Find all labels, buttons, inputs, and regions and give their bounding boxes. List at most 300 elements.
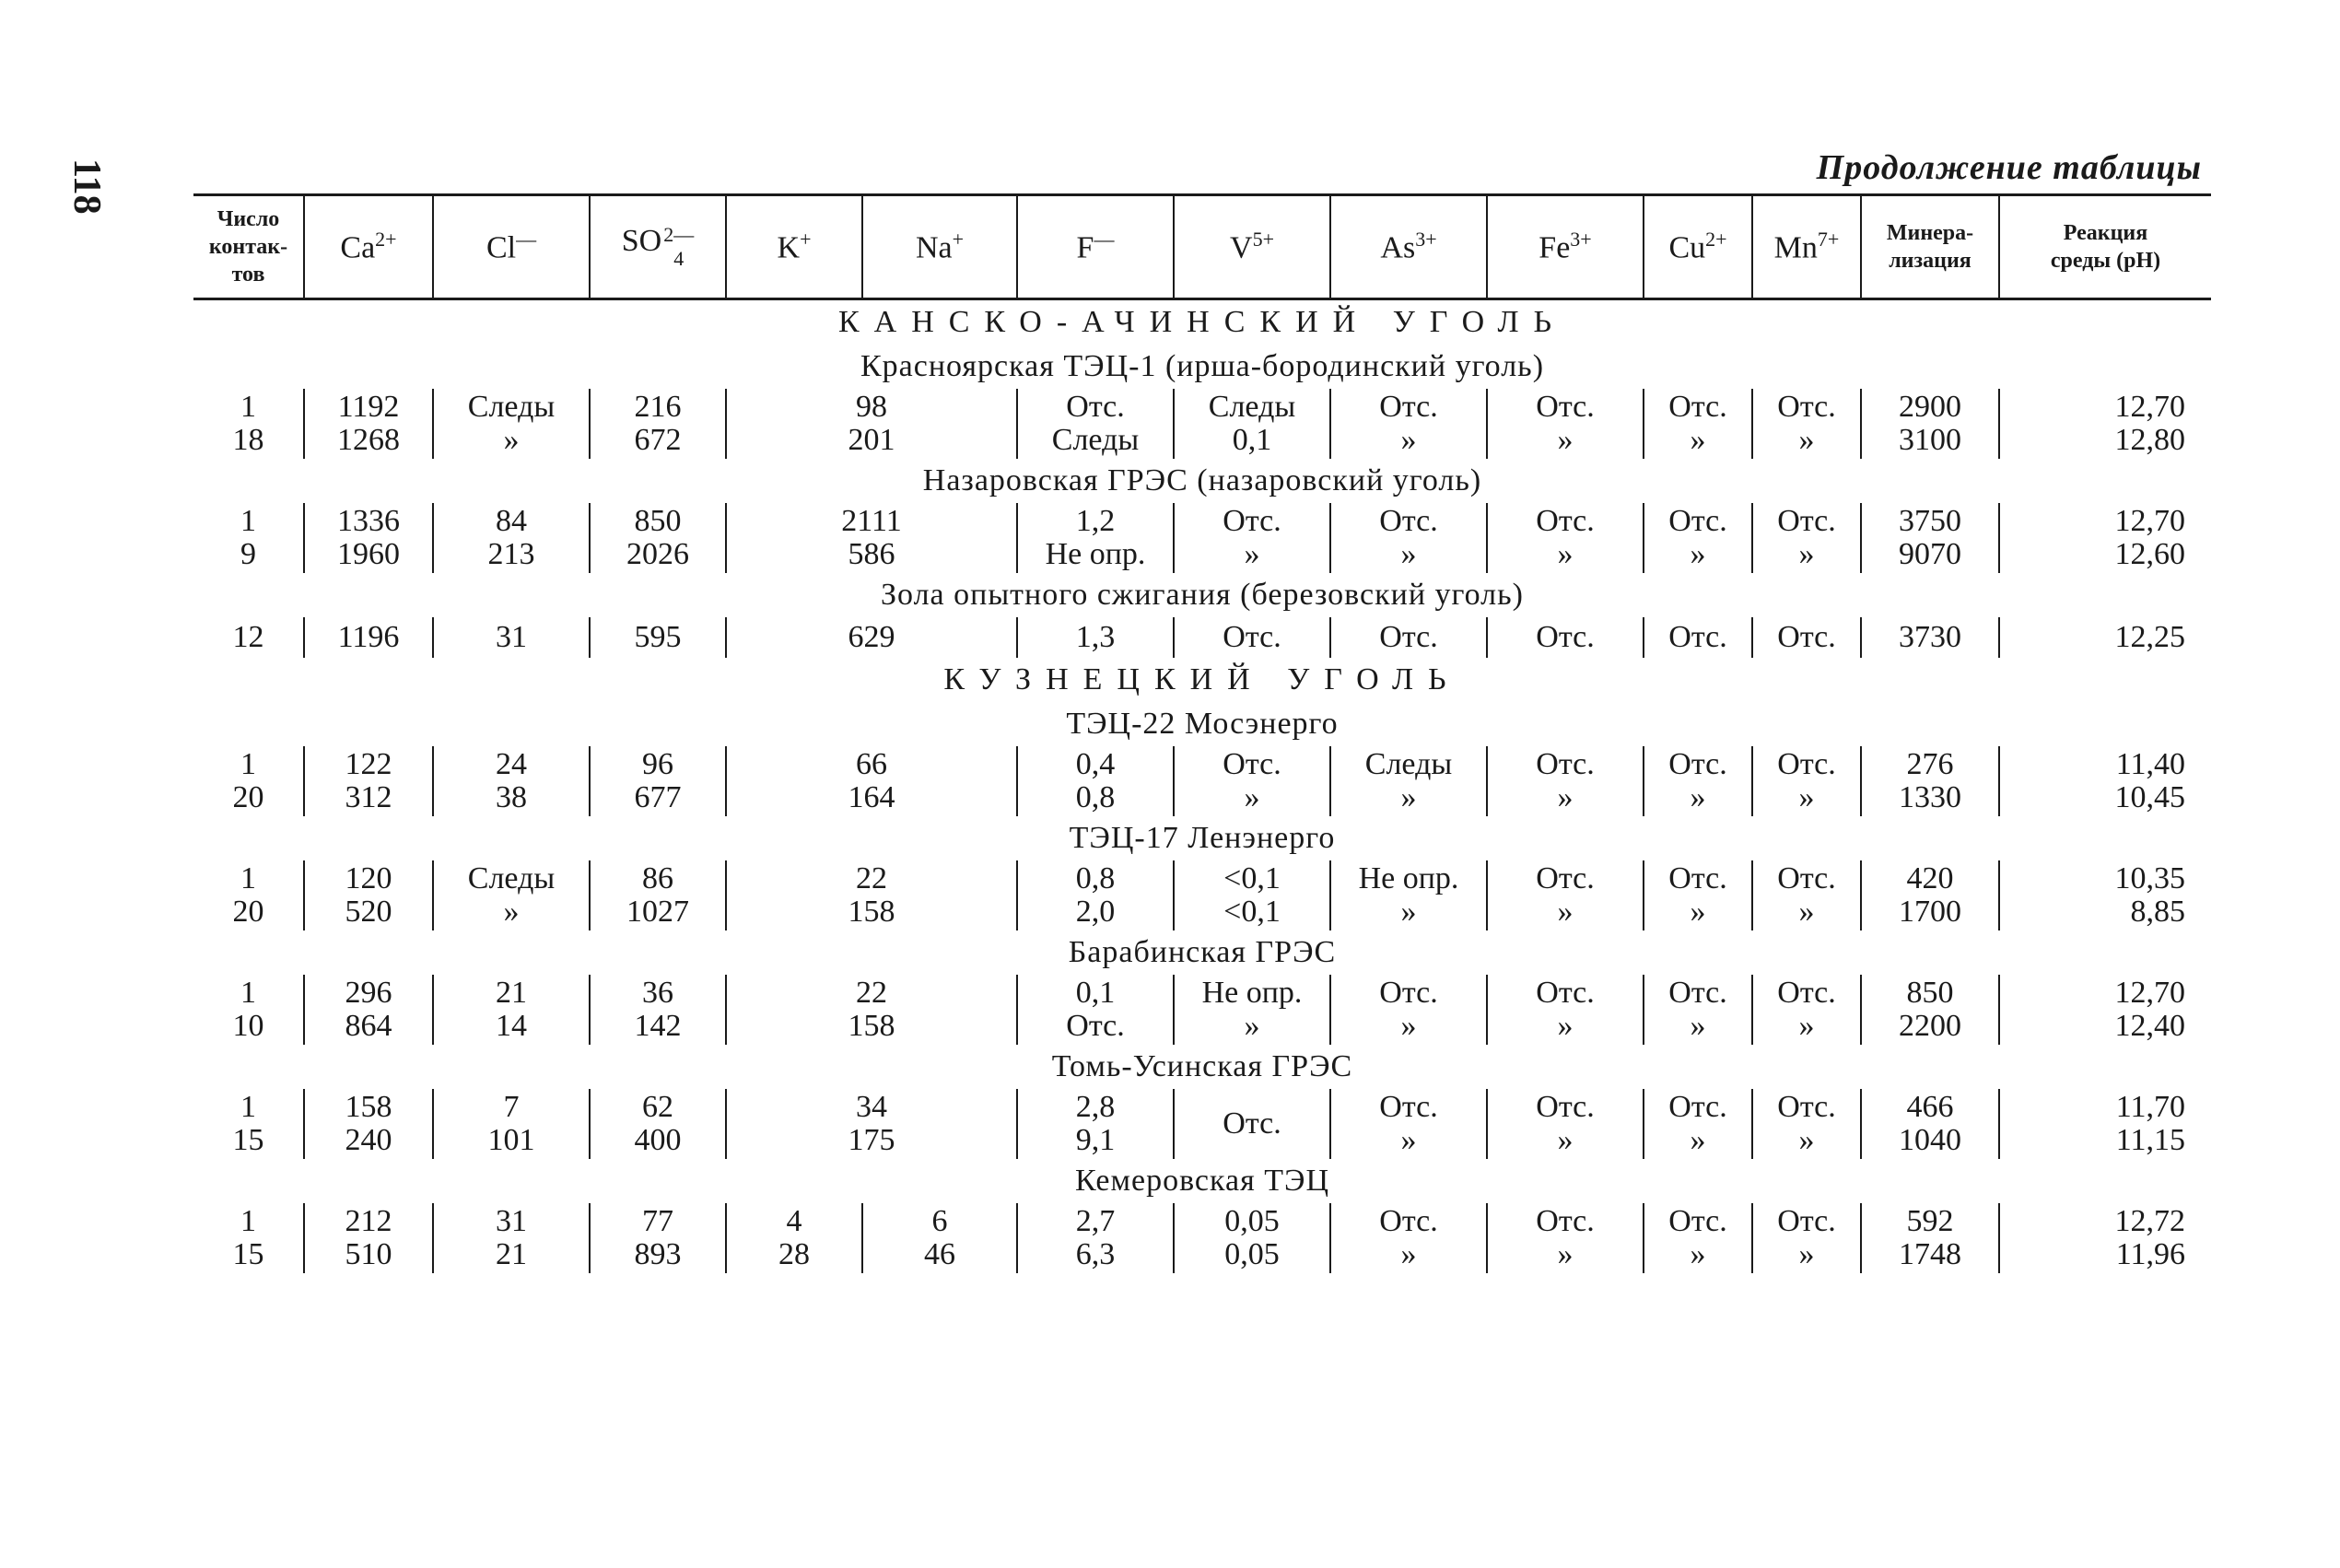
cell-values — [1757, 389, 1856, 459]
cell-so4 — [590, 389, 726, 459]
cell-values — [1757, 860, 1856, 930]
cell-value: » — [1244, 1009, 1260, 1043]
cell-value: 420 — [1906, 861, 1954, 895]
cell-cu — [1644, 503, 1752, 573]
cell-values — [2004, 503, 2185, 573]
header-ph-line-1: Реакция — [2063, 221, 2148, 245]
cell-values — [1492, 860, 1639, 930]
header-na-charge: + — [952, 228, 965, 252]
cell-value: 1700 — [1899, 895, 1961, 929]
cell-value: » — [1400, 1123, 1417, 1157]
cell-value: Отс. — [1668, 1204, 1727, 1238]
cell-mn — [1752, 389, 1861, 459]
cell-values — [1648, 617, 1748, 658]
cell-value: » — [1798, 423, 1815, 457]
cell-value: Отс. — [1777, 1090, 1836, 1124]
header-fe-charge: 3+ — [1570, 228, 1592, 252]
cell-values — [1757, 746, 1856, 816]
cell-as — [1330, 617, 1487, 658]
cell-mn — [1752, 503, 1861, 573]
cell-value: 201 — [848, 423, 895, 457]
cell-value: 11,40 — [2115, 747, 2185, 781]
cell-v — [1174, 503, 1330, 573]
cell-values — [438, 1089, 585, 1159]
cell-as — [1330, 860, 1487, 930]
cell-value: » — [503, 895, 520, 929]
cell-value: » — [1798, 1009, 1815, 1043]
cell-cl — [433, 975, 590, 1045]
cell-values — [1757, 975, 1856, 1045]
cell-f — [1017, 389, 1174, 459]
cell-values — [438, 860, 585, 930]
header-cu-charge: 2+ — [1705, 228, 1727, 252]
header-cl-charge: — — [516, 228, 537, 252]
cell-value: Отс. — [1536, 504, 1595, 538]
cell-ca — [304, 389, 433, 459]
cell-ca — [304, 860, 433, 930]
cell-value: 1 — [240, 1204, 256, 1238]
cell-value: » — [1690, 1009, 1706, 1043]
cell-value: 21 — [496, 976, 527, 1010]
cell-values — [1492, 1089, 1639, 1159]
cell-value: » — [1400, 1009, 1417, 1043]
cell-value: 1,3 — [1075, 620, 1116, 654]
cell-value: 1960 — [337, 537, 400, 571]
cell-values — [1178, 746, 1326, 816]
cell-values — [731, 617, 1012, 658]
header-as-charge: 3+ — [1415, 228, 1437, 252]
cell-cl — [433, 389, 590, 459]
cell-value: 0,05 — [1224, 1204, 1280, 1238]
cell-value: 11,70 — [2115, 1090, 2185, 1124]
cell-value: Отс. — [1223, 747, 1281, 781]
cell-values — [1022, 1089, 1169, 1159]
cell-value: Отс. — [1379, 1090, 1438, 1124]
cell-value: 14 — [496, 1009, 527, 1043]
cell-values — [309, 746, 428, 816]
cell-values — [594, 860, 721, 930]
cell-as — [1330, 503, 1487, 573]
cell-values — [1757, 617, 1856, 658]
cell-value: » — [1400, 537, 1417, 571]
section-title: КУЗНЕЦКИЙ УГОЛЬ — [943, 662, 1461, 697]
cell-value: 18 — [232, 423, 264, 457]
cell-value: » — [1798, 1123, 1815, 1157]
header-mn-charge: 7+ — [1817, 228, 1840, 252]
cell-value: 0,05 — [1224, 1237, 1280, 1271]
cell-value: 2111 — [841, 504, 902, 538]
header-ph — [1999, 195, 2211, 299]
cell-values — [1866, 1203, 1995, 1273]
cell-values — [2004, 860, 2185, 930]
cell-ph — [1999, 389, 2211, 459]
cell-value: 120 — [345, 861, 392, 895]
table-header-row — [193, 195, 2211, 299]
cell-f — [1017, 1089, 1174, 1159]
cell-value: <0,1 — [1223, 861, 1281, 895]
table-row — [193, 975, 2211, 1045]
group-title: Томь-Усинская ГРЭС — [1051, 1049, 1353, 1084]
cell-mineralization — [1861, 617, 1999, 658]
cell-values — [309, 860, 428, 930]
cell-mn — [1752, 617, 1861, 658]
cell-values — [197, 860, 299, 930]
header-mineralization-line-2: лизация — [1889, 249, 1971, 273]
cell-values — [1757, 1089, 1856, 1159]
cell-so4 — [590, 503, 726, 573]
cell-values — [1866, 975, 1995, 1045]
cell-cu — [1644, 975, 1752, 1045]
cell-k — [726, 1203, 862, 1273]
cell-value: Отс. — [1066, 390, 1125, 424]
cell-value: 2,7 — [1075, 1204, 1116, 1238]
cell-value: Отс. — [1777, 1204, 1836, 1238]
header-f-symbol: F — [1076, 230, 1094, 265]
cell-fe — [1487, 617, 1644, 658]
cell-value: 24 — [496, 747, 527, 781]
cell-value: 86 — [642, 861, 673, 895]
cell-value: 66 — [856, 747, 887, 781]
cell-value: » — [1557, 895, 1574, 929]
table-row — [193, 503, 2211, 573]
cell-fe — [1487, 975, 1644, 1045]
cell-value: Отс. — [1536, 390, 1595, 424]
cell-contacts — [193, 1089, 304, 1159]
cell-cu — [1644, 617, 1752, 658]
cell-value: Отс. — [1536, 747, 1595, 781]
cell-value: 175 — [848, 1123, 895, 1157]
cell-value: Отс. — [1668, 1090, 1727, 1124]
cell-values — [594, 746, 721, 816]
cell-value: 12,72 — [2114, 1204, 2185, 1238]
cell-value: 276 — [1906, 747, 1954, 781]
header-contacts — [193, 195, 304, 299]
ion-composition-table — [193, 193, 2211, 1273]
header-contacts-line-2: контак- — [208, 235, 288, 259]
cell-ph — [1999, 1203, 2211, 1273]
cell-value: 77 — [642, 1204, 673, 1238]
cell-value: 62 — [642, 1090, 673, 1124]
header-ca-symbol: Ca — [340, 230, 376, 265]
cell-value: 12,70 — [2114, 976, 2185, 1010]
cell-values — [731, 975, 1012, 1045]
cell-value: 1 — [240, 747, 256, 781]
cell-values — [1335, 860, 1482, 930]
cell-value: 0,1 — [1232, 423, 1272, 457]
cell-value: 164 — [848, 780, 895, 814]
cell-values — [1178, 1203, 1326, 1273]
cell-value: 11,15 — [2115, 1123, 2185, 1157]
cell-values — [1022, 617, 1169, 658]
cell-values — [1335, 975, 1482, 1045]
cell-value: 9,1 — [1075, 1123, 1116, 1157]
cell-values — [1178, 975, 1326, 1045]
cell-value: Отс. — [1379, 504, 1438, 538]
cell-ph — [1999, 617, 2211, 658]
cell-values — [594, 1089, 721, 1159]
cell-value: 850 — [1906, 976, 1954, 1010]
cell-ph — [1999, 975, 2211, 1045]
cell-value: 12 — [232, 620, 264, 654]
cell-values — [1335, 617, 1482, 658]
cell-value: 8,85 — [2130, 895, 2185, 929]
cell-value: 9070 — [1899, 537, 1961, 571]
cell-value: 10 — [232, 1009, 264, 1043]
cell-fe — [1487, 503, 1644, 573]
cell-values — [438, 503, 585, 573]
cell-f — [1017, 617, 1174, 658]
table-row — [193, 1203, 2211, 1273]
cell-value: » — [1400, 780, 1417, 814]
cell-so4 — [590, 1203, 726, 1273]
cell-value: 12,80 — [2114, 423, 2185, 457]
cell-v — [1174, 1089, 1330, 1159]
cell-value: Отс. — [1777, 504, 1836, 538]
cell-contacts — [193, 617, 304, 658]
cell-mineralization — [1861, 975, 1999, 1045]
group-title: Зола опытного сжигания (березовский уголь) — [881, 578, 1524, 613]
cell-value: 84 — [496, 504, 527, 538]
cell-value: 240 — [345, 1123, 392, 1157]
header-k-symbol: K — [777, 230, 801, 265]
page-number: 118 — [65, 158, 108, 215]
cell-value: 0,1 — [1075, 976, 1116, 1010]
cell-cl — [433, 617, 590, 658]
cell-values — [1492, 617, 1639, 658]
cell-values — [1022, 1203, 1169, 1273]
cell-value: 1040 — [1899, 1123, 1961, 1157]
cell-v — [1174, 746, 1330, 816]
cell-as — [1330, 746, 1487, 816]
cell-value: » — [1798, 895, 1815, 929]
cell-value: 6,3 — [1075, 1237, 1116, 1271]
cell-value: Отс. — [1777, 861, 1836, 895]
cell-value: 672 — [634, 423, 682, 457]
cell-value: » — [1400, 895, 1417, 929]
cell-value: Не опр. — [1045, 537, 1146, 571]
cell-ca — [304, 1203, 433, 1273]
cell-value: 1196 — [337, 620, 400, 654]
cell-values — [1648, 746, 1748, 816]
cell-value: » — [1557, 1009, 1574, 1043]
cell-value: 312 — [345, 780, 392, 814]
cell-values — [2004, 975, 2185, 1045]
cell-value: 466 — [1906, 1090, 1954, 1124]
cell-value: 9 — [240, 537, 256, 571]
cell-na — [862, 1203, 1017, 1273]
cell-ph — [1999, 860, 2211, 930]
cell-value: 3730 — [1899, 620, 1961, 654]
cell-value: » — [1690, 780, 1706, 814]
cell-values — [731, 746, 1012, 816]
cell-so4 — [590, 617, 726, 658]
cell-value: Отс. — [1668, 861, 1727, 895]
cell-value: 510 — [345, 1237, 392, 1271]
cell-value: » — [1798, 780, 1815, 814]
group-title-row — [193, 1159, 2211, 1203]
cell-cu — [1644, 746, 1752, 816]
cell-value: » — [1400, 1237, 1417, 1271]
cell-value: 122 — [345, 747, 392, 781]
group-title-row — [193, 1045, 2211, 1089]
cell-values — [1335, 1203, 1482, 1273]
header-f — [1017, 195, 1174, 299]
cell-value: 216 — [634, 390, 682, 424]
cell-mn — [1752, 975, 1861, 1045]
header-ca — [304, 195, 433, 299]
cell-value: Отс. — [1223, 504, 1281, 538]
header-cl — [433, 195, 590, 299]
cell-contacts — [193, 975, 304, 1045]
cell-value: 893 — [634, 1237, 682, 1271]
cell-so4 — [590, 860, 726, 930]
cell-cu — [1644, 1203, 1752, 1273]
header-mineralization-line-1: Минера- — [1886, 221, 1974, 245]
table-row — [193, 617, 2211, 658]
header-na-symbol: Na — [915, 230, 953, 265]
header-as-symbol: As — [1380, 230, 1416, 265]
group-title: Кемеровская ТЭЦ — [1074, 1164, 1330, 1199]
cell-values — [197, 617, 299, 658]
header-k — [726, 195, 862, 299]
cell-v — [1174, 1203, 1330, 1273]
header-cu-symbol: Cu — [1668, 230, 1706, 265]
cell-values — [197, 1203, 299, 1273]
header-na — [862, 195, 1017, 299]
cell-value: 12,60 — [2114, 537, 2185, 571]
cell-value: 34 — [856, 1090, 887, 1124]
cell-cl — [433, 1089, 590, 1159]
cell-value: 677 — [634, 780, 682, 814]
cell-values — [438, 746, 585, 816]
group-title-row — [193, 573, 2211, 617]
header-cu — [1644, 195, 1752, 299]
cell-values — [1866, 860, 1995, 930]
cell-values — [1648, 503, 1748, 573]
cell-value: Отс. — [1223, 1106, 1281, 1141]
table-row — [193, 746, 2211, 816]
cell-mn — [1752, 1089, 1861, 1159]
cell-value: » — [1244, 537, 1260, 571]
cell-values — [731, 503, 1012, 573]
cell-contacts — [193, 389, 304, 459]
table-row — [193, 1089, 2211, 1159]
cell-value: » — [1690, 1237, 1706, 1271]
group-title: ТЭЦ-22 Мосэнерго — [1066, 707, 1339, 742]
header-so4-charge: 2— — [663, 223, 695, 246]
cell-value: 46 — [924, 1237, 955, 1271]
cell-values — [594, 503, 721, 573]
table-continuation-caption: Продолжение таблицы — [1816, 148, 2202, 187]
cell-value: 213 — [487, 537, 535, 571]
cell-contacts — [193, 746, 304, 816]
cell-values — [1648, 860, 1748, 930]
cell-values — [1492, 389, 1639, 459]
cell-cu — [1644, 1089, 1752, 1159]
cell-value: 0,8 — [1075, 780, 1116, 814]
cell-values — [1178, 617, 1326, 658]
cell-value: Отс. — [1668, 504, 1727, 538]
cell-mineralization — [1861, 746, 1999, 816]
group-title-row — [193, 459, 2211, 503]
header-mn-symbol: Mn — [1773, 230, 1818, 265]
group-title: Барабинская ГРЭС — [1068, 935, 1337, 970]
cell-mineralization — [1861, 860, 1999, 930]
cell-value: » — [1244, 780, 1260, 814]
cell-mineralization — [1861, 389, 1999, 459]
cell-ca — [304, 975, 433, 1045]
cell-value: 586 — [848, 537, 895, 571]
cell-cl — [433, 1203, 590, 1273]
cell-value: Отс. — [1536, 620, 1595, 654]
cell-f — [1017, 860, 1174, 930]
cell-so4 — [590, 975, 726, 1045]
cell-value: » — [1557, 423, 1574, 457]
cell-mineralization — [1861, 1203, 1999, 1273]
cell-values — [2004, 389, 2185, 459]
section-title-row — [193, 658, 2211, 702]
cell-values — [438, 1203, 585, 1273]
cell-value: » — [1798, 537, 1815, 571]
cell-value: Отс. — [1777, 747, 1836, 781]
cell-ca — [304, 1089, 433, 1159]
cell-value: Отс. — [1066, 1009, 1125, 1043]
cell-values — [1335, 503, 1482, 573]
cell-value: 1 — [240, 1090, 256, 1124]
cell-ca — [304, 617, 433, 658]
cell-value: Следы — [1364, 747, 1453, 781]
group-title-row — [193, 816, 2211, 860]
header-f-charge: — — [1094, 228, 1115, 252]
cell-f — [1017, 975, 1174, 1045]
cell-values — [731, 860, 1012, 930]
cell-cl — [433, 503, 590, 573]
group-title: Красноярская ТЭЦ-1 (ирша-бородинский уголь) — [860, 349, 1545, 384]
cell-values — [2004, 746, 2185, 816]
cell-value: 22 — [856, 861, 887, 895]
cell-value: 6 — [931, 1204, 948, 1238]
cell-values — [1178, 503, 1326, 573]
cell-value: 20 — [232, 895, 264, 929]
cell-value: Следы — [1051, 423, 1140, 457]
cell-value: 0,4 — [1075, 747, 1116, 781]
cell-value: 158 — [848, 895, 895, 929]
cell-values — [1648, 975, 1748, 1045]
cell-value: » — [1690, 423, 1706, 457]
cell-value: 1330 — [1899, 780, 1961, 814]
header-v-symbol: V — [1230, 230, 1253, 265]
cell-value: 10,45 — [2114, 780, 2185, 814]
cell-value: <0,1 — [1223, 895, 1281, 929]
cell-value: 2026 — [626, 537, 689, 571]
cell-value: Отс. — [1668, 747, 1727, 781]
cell-values — [1492, 503, 1639, 573]
cell-value: 21 — [496, 1237, 527, 1271]
cell-values — [197, 975, 299, 1045]
cell-value: Отс. — [1379, 390, 1438, 424]
cell-values — [731, 1089, 1012, 1159]
cell-value: 7 — [503, 1090, 520, 1124]
cell-mn — [1752, 746, 1861, 816]
header-cl-symbol: Cl — [486, 230, 517, 265]
cell-value: 1 — [240, 976, 256, 1010]
cell-fe — [1487, 746, 1644, 816]
cell-values — [867, 1203, 1012, 1273]
header-fe-symbol: Fe — [1539, 230, 1571, 265]
header-mineralization — [1861, 195, 1999, 299]
cell-value: 38 — [496, 780, 527, 814]
group-title-row — [193, 930, 2211, 975]
